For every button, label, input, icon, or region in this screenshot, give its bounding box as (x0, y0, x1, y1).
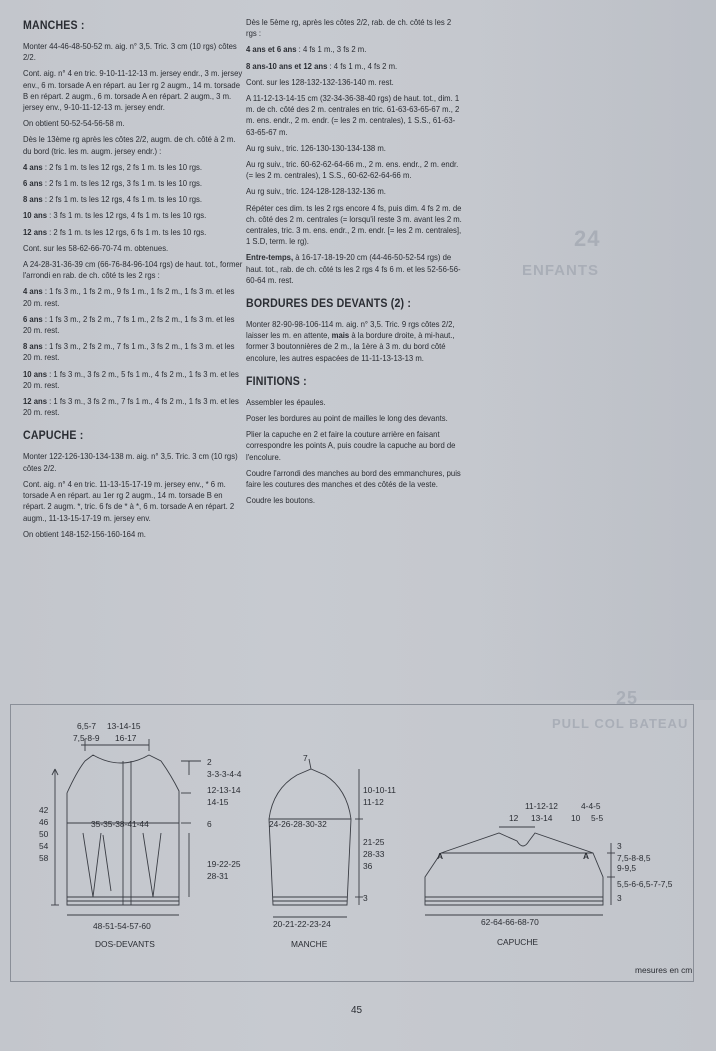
manches-heading: MANCHES : (23, 20, 85, 32)
manche-outline (269, 769, 351, 905)
dos-l4: 54 (39, 841, 49, 851)
bordures-heading: BORDURES DES DEVANTS (2) : (246, 298, 412, 311)
finitions-p1: Assembler les épaules. (246, 396, 326, 407)
dos-r6: 19-22-25 (207, 859, 241, 869)
dos-r7: 28-31 (207, 871, 229, 881)
dos-top3: 7,5-8-9 (73, 733, 100, 743)
capuche-r5: 3 (617, 893, 622, 903)
manche-r1: 10-10-11 (363, 785, 396, 795)
finitions-p3: Plier la capuche en 2 et faire la couture arrière en faisant correspondre les points A, puis coudre la capuche au bord de l'encolure. (246, 429, 456, 462)
capuche-r4: 5,5-6-6,5-7-7,5 (617, 879, 673, 889)
col2-p8: Entre-temps, à 16-17-18-19-20 cm (44-46-50-52-54 rgs) de haut. tot., rab. de ch. côté ts les 2 rgs 4 fs 6 m. et les 52-56-56-60-64 m. rest. (246, 252, 461, 285)
dos-r4: 14-15 (207, 797, 229, 807)
manches-round-6: 6 ans : 1 fs 3 m., 2 fs 2 m., 7 fs 1 m., 2 fs 2 m., 1 fs 3 m. et les 20 m. rest. (23, 313, 235, 336)
schematics-svg (11, 705, 693, 981)
capuche-outline (425, 833, 603, 905)
col2-p5: Au rg suiv., tric. 60-62-62-64-66 m., 2 m. ens. endr., 2 m. endr. (= les 2 m. centrales), 1 S.S., 60-62-62-64-66 m. (246, 159, 459, 181)
manches-size-12: 12 ans : 2 fs 1 m. ts les 12 rgs, 6 fs 1 m. ts les 10 rgs. (23, 226, 207, 237)
col2-sizes-4-6: 4 ans et 6 ans : 4 fs 1 m., 3 fs 2 m. (246, 44, 367, 55)
capuche-t3: 12 (509, 813, 519, 823)
capuche-r3: 9-9,5 (617, 863, 637, 873)
manche-r4: 28-33 (363, 849, 385, 859)
capuche-r2: 7,5-8-8,5 (617, 853, 651, 863)
schematics-box (10, 704, 694, 982)
bordures-text: Monter 82-90-98-106-114 m. aig. n° 3,5. Tric. 9 rgs côtes 2/2, laisser les m. en attente, mais à la bordure droite, à mi-haut., former 3 boutonnières de 2 m., la 1ère à 3 m. du bord côté encolure, les autres espacées de 11-11-13-13-13 m. (246, 319, 455, 363)
col2-p3: A 11-12-13-14-15 cm (32-34-36-38-40 rgs) de haut. tot., dim. 1 m. de ch. côté des 2 m. centrales en tric. 61-63-63-65-67 m., 2 m. ens. endr., 2 m. endr. (= les 2 m. centrales), 1 S.S., 61-63-63-65-67 m. (246, 93, 460, 137)
col2-p1: Dès le 5ème rg, après les côtes 2/2, rab. de ch. côté ts les 2 rgs : (246, 17, 452, 39)
dos-r5: 6 (207, 819, 212, 829)
manches-size-8: 8 ans : 2 fs 1 m. ts les 12 rgs, 4 fs 1 m. ts les 10 rgs. (23, 194, 203, 205)
col2-p4: Au rg suiv., tric. 126-130-130-134-138 m. (246, 142, 386, 153)
finitions-p2: Poser les bordures au point de mailles le long des devants. (246, 413, 448, 424)
manches-size-4: 4 ans : 2 fs 1 m. ts les 12 rgs, 2 fs 1 m. ts les 10 rgs. (23, 161, 203, 172)
col2-p7: Répéter ces dim. ts les 2 rgs encore 4 fs, puis dim. 4 fs 2 m. de ch. côté des 2 m. centrales (= lorsqu'il reste 3 m. avant les 2 m. centrales, tric. 3 m. ens. endr., 2 m. endr. [= les 2 m. centrales], 1 S.D, term. le rg). (246, 202, 462, 247)
manches-p1: Monter 44-46-48-50-52 m. aig. n° 3,5. Tric. 3 cm (10 rgs) côtes 2/2. (23, 41, 237, 63)
manche-r5: 36 (363, 861, 373, 871)
capuche-caption: CAPUCHE (497, 937, 538, 947)
dos-r2: 3-3-3-4-4 (207, 769, 242, 779)
column-left (23, 16, 244, 545)
capuche-t1: 11-12-12 (525, 801, 558, 811)
capuche-p2: Cont. aig. n° 4 en tric. 11-13-15-17-19 m. jersey env., * 6 m. torsade A en répart. au 1er rg 2 augm., 14 m. torsade B en répart. 2 augm. *, tric. 6 fs de * à *, 6 m. torsade A en répart. 2 augm., 11-13-15-17-19 m. jersey env. (23, 478, 235, 523)
finitions-p5: Coudre les boutons. (246, 495, 315, 506)
column-right (246, 17, 463, 512)
finitions-p4: Coudre l'arrondi des manches au bord des emmanchures, puis faire les coutures des manches et des côtés de la veste. (246, 467, 461, 490)
manches-p2: Cont. aig. n° 4 en tric. 9-10-11-12-13 m. jersey endr., 3 m. jersey env., 6 m. torsade A en répart. au 1er rg 2 augm., 14 m. torsade B en répart. 2 augm., 6 m. torsade A en répart. 2 augm., 3 m. jersey env., 9-10-11-12-13 m. jersey endr. (23, 68, 243, 113)
col2-p6: Au rg suiv., tric. 124-128-128-132-136 m. (246, 186, 386, 197)
bleed-number-2: 25 (616, 688, 639, 708)
page-number: 45 (351, 1005, 363, 1016)
col2-sizes-8-12: 8 ans-10 ans et 12 ans : 4 fs 1 m., 4 fs 2 m. (246, 60, 398, 71)
dos-mid: 35-35-38-41-44 (91, 819, 149, 829)
measure-note: mesures en cm (635, 965, 693, 975)
dos-r1: 2 (207, 757, 212, 767)
capuche-t4: 13-14 (531, 813, 553, 823)
manches-round-12: 12 ans : 1 fs 3 m., 3 fs 2 m., 7 fs 1 m., 4 fs 2 m., 1 fs 3 m. et les 20 m. rest. (23, 396, 239, 418)
manches-size-6: 6 ans : 2 fs 1 m. ts les 12 rgs, 3 fs 1 m. ts les 10 rgs. (23, 178, 203, 189)
manche-caption: MANCHE (291, 939, 328, 949)
manches-p3: On obtient 50-52-54-56-58 m. (23, 118, 125, 129)
bleed-word-2: PULL COL BATEAU (552, 716, 689, 731)
manches-round-4: 4 ans : 1 fs 3 m., 1 fs 2 m., 9 fs 1 m., 1 fs 2 m., 1 fs 3 m. et les 20 m. rest. (23, 286, 235, 308)
capuche-t2: 4-4-5 (581, 801, 601, 811)
dos-top2: 13-14-15 (107, 721, 141, 731)
manches-p6: A 24-28-31-36-39 cm (66-76-84-96-104 rgs) de haut. tot., former l'arrondi en rab. de ch. côté ts les 2 rgs : (23, 259, 243, 281)
dos-l3: 50 (39, 829, 49, 839)
manche-width: 24-26-28-30-32 (269, 819, 327, 829)
capuche-a-left: A (437, 851, 444, 861)
facing-page-bleed (478, 0, 716, 731)
dos-top1: 6,5-7 (77, 721, 97, 731)
manches-size-10: 10 ans : 3 fs 1 m. ts les 12 rgs, 4 fs 1 m. ts les 10 rgs. (23, 210, 207, 221)
dos-bottom: 48-51-54-57-60 (93, 921, 151, 931)
col2-p2: Cont. sur les 128-132-132-136-140 m. rest. (246, 76, 394, 87)
capuche-heading: CAPUCHE : (23, 430, 84, 443)
capuche-p3: On obtient 148-152-156-160-164 m. (23, 528, 146, 539)
dos-r3: 12-13-14 (207, 785, 241, 795)
capuche-r1: 3 (617, 841, 622, 851)
dos-l1: 42 (39, 805, 49, 815)
bleed-number: 24 (574, 226, 601, 251)
manches-round-10: 10 ans : 1 fs 3 m., 3 fs 2 m., 5 fs 1 m., 4 fs 2 m., 1 fs 3 m. et les 20 m. rest. (23, 368, 239, 390)
manches-round-8: 8 ans : 1 fs 3 m., 2 fs 2 m., 7 fs 1 m., 3 fs 2 m., 1 fs 3 m. et les 20 m. rest. (23, 341, 235, 363)
capuche-bottom: 62-64-66-68-70 (481, 917, 539, 927)
dos-l5: 58 (39, 853, 49, 863)
manche-bottom: 20-21-22-23-24 (273, 919, 331, 929)
dos-top4: 16-17 (115, 733, 137, 743)
manche-r6: 3 (363, 893, 368, 903)
capuche-a-right: A (583, 851, 590, 861)
capuche-t5: 10 (571, 813, 581, 823)
finitions-heading: FINITIONS : (246, 375, 307, 388)
manches-p5: Cont. sur les 58-62-66-70-74 m. obtenues. (23, 242, 169, 253)
manches-p4: Dès le 13ème rg après les côtes 2/2, augm. de ch. côté à 2 m. du bord (tric. les m. augm. jersey endr.) : (23, 134, 236, 156)
capuche-p1: Monter 122-126-130-134-138 m. aig. n° 3,5. Tric. 3 cm (10 rgs) côtes 2/2. (23, 451, 238, 473)
manche-r2: 11-12 (363, 797, 384, 807)
dos-l2: 46 (39, 817, 49, 827)
manche-r3: 21-25 (363, 837, 385, 847)
capuche-t6: 5-5 (591, 813, 604, 823)
manche-top: 7 (303, 753, 308, 763)
bleed-word: ENFANTS (522, 262, 600, 279)
dos-caption: DOS-DEVANTS (95, 939, 155, 949)
